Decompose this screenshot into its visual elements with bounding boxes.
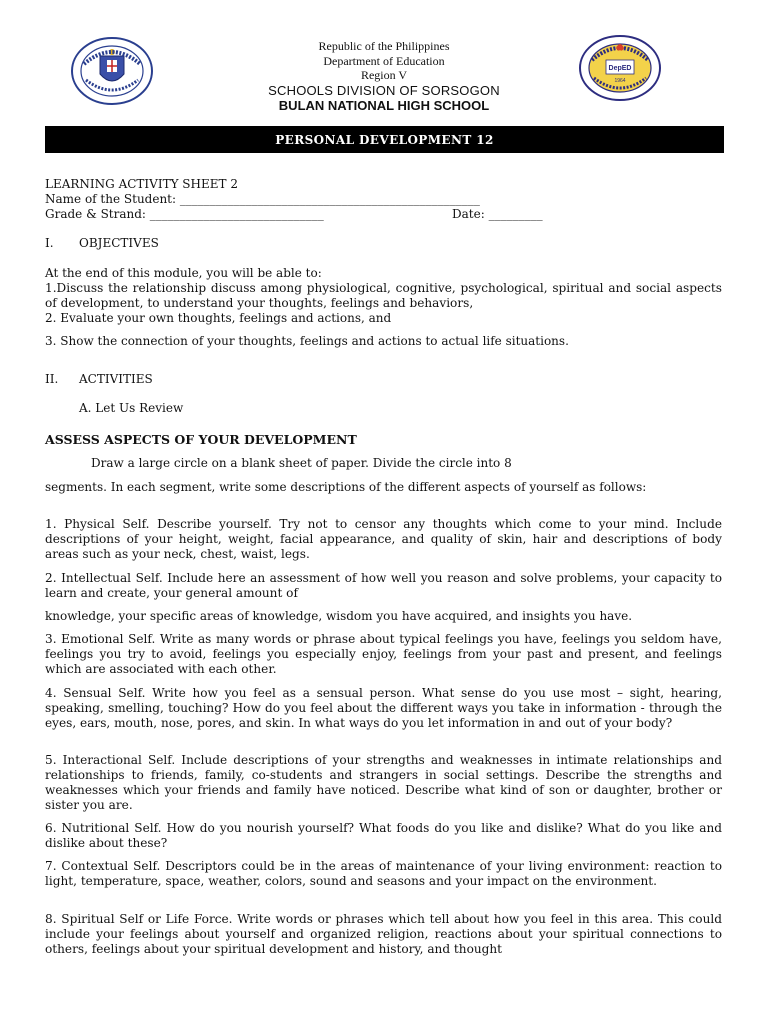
- instruction-line-2: segments. In each segment, write some descriptions of the different aspects of yourself as follows:: [45, 480, 647, 494]
- student-name-blank[interactable]: __________________________________________________: [179, 192, 480, 206]
- aspect-intellectual: 2. Intellectual Self. Include here an assessment of how well you reason and solve problems, your capacity to learn and create, your general amount of: [45, 571, 722, 601]
- aspect-nutritional: 6. Nutritional Self. How do you nourish yourself? What foods do you like and dislike? What do you like and dislike about these?: [45, 821, 722, 851]
- grade-strand-row: [45, 207, 324, 222]
- seal-year: 1964: [614, 78, 626, 84]
- header-school: BULAN NATIONAL HIGH SCHOOL: [278, 98, 490, 113]
- objectives-intro: At the end of this module, you will be able to:: [45, 266, 322, 280]
- aspect-intellectual-cont: knowledge, your specific areas of knowledge, wisdom you have acquired, and insights you have.: [45, 609, 633, 623]
- instruction-line-1: Draw a large circle on a blank sheet of paper. Divide the circle into 8: [91, 456, 512, 470]
- objectives-numeral: I.: [45, 236, 54, 250]
- activities-numeral: II.: [45, 372, 59, 386]
- aspect-contextual: 7. Contextual Self. Descriptors could be in the areas of maintenance of your living environment: reaction to light, temperature, space, weather, colors, sound and seasons and your impact on the environment.: [45, 859, 722, 889]
- aspect-spiritual: 8. Spiritual Self or Life Force. Write words or phrases which tell about how you feel in this area. This could include your feelings about yourself and organized religion, reactions about your spiritual connections to others, feelings about your spiritual development and history, and thought: [45, 912, 722, 957]
- sheet-title: LEARNING ACTIVITY SHEET 2: [45, 177, 238, 191]
- aspect-interactional: 5. Interactional Self. Include descriptions of your strengths and weaknesses in intimate relationships and relationships to friends, family, co-students and strangers in social settings. Describe the strengths and weaknesses which your friends and family have noticed. Describe what kind of son or daughter, brother or sister you are.: [45, 753, 722, 813]
- student-name-row: [45, 192, 480, 207]
- header-department: Department of Education: [323, 54, 445, 68]
- header-division: SCHOOLS DIVISION OF SORSOGON: [268, 83, 500, 98]
- date-blank[interactable]: _________: [488, 207, 543, 221]
- aspect-sensual: 4. Sensual Self. Write how you feel as a sensual person. What sense do you use most – sight, hearing, speaking, smelling, touching? How do you feel about the different ways you take in information - through the eyes, ears, mouth, nose, pores, and skin. In what ways do you let information in and out of your body?: [45, 686, 722, 731]
- objectives-heading: OBJECTIVES: [79, 236, 159, 250]
- seal-deped-mark: DepED: [608, 65, 632, 72]
- date-row: [452, 207, 543, 222]
- objective-1: 1.Discuss the relationship discuss among physiological, cognitive, psychological, spiritual and social aspects of development, to understand your thoughts, feelings and behaviors,: [45, 281, 722, 311]
- aspect-emotional: 3. Emotional Self. Write as many words or phrase about typical feelings you have, feelings you seldom have, feelings you try to avoid, feelings you especially enjoy, feelings from your past and present, and feelings which are associated with each other.: [45, 632, 722, 677]
- objective-2: 2. Evaluate your own thoughts, feelings and actions, and: [45, 311, 392, 325]
- aspect-physical: 1. Physical Self. Describe yourself. Try not to censor any thoughts which come to your mind. Include descriptions of your height, weight, facial appearance, and quality of skin, hair and descriptions of body areas such as your neck, chest, waist, legs.: [45, 517, 722, 562]
- grade-strand-blank[interactable]: _____________________________: [149, 207, 324, 221]
- let-us-review: A. Let Us Review: [79, 401, 184, 415]
- grade-strand-label: Grade & Strand:: [45, 207, 150, 221]
- objective-3: 3. Show the connection of your thoughts, feelings and actions to actual life situations.: [45, 334, 569, 348]
- header-region: Region V: [360, 68, 408, 82]
- subject-banner: PERSONAL DEVELOPMENT 12: [45, 126, 724, 153]
- student-name-label: Name of the Student:: [45, 192, 180, 206]
- header-republic: Republic of the Philippines: [318, 39, 450, 53]
- date-label: Date:: [452, 207, 489, 221]
- activity-title: ASSESS ASPECTS OF YOUR DEVELOPMENT: [45, 432, 357, 447]
- activities-heading: ACTIVITIES: [79, 372, 153, 386]
